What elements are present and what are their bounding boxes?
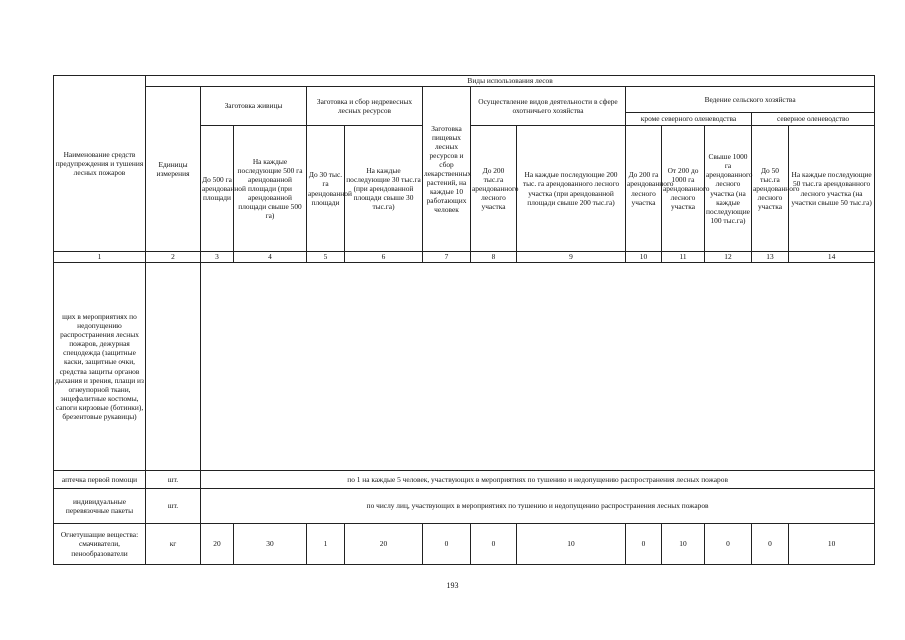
row-unit-extinguishing: кг (146, 524, 201, 565)
col-number: 13 (752, 252, 789, 263)
header-units: Единицы измерения (146, 87, 201, 252)
subheader-col5: До 30 тыс. га арендованной площади (307, 126, 345, 252)
value-cell: 10 (662, 524, 705, 565)
subheader-col3: До 500 га арендованной площади (201, 126, 234, 252)
col-number: 9 (517, 252, 626, 263)
col-number: 7 (423, 252, 471, 263)
subheader-col11: От 200 до 1000 га арендованного лесного участка (662, 126, 705, 252)
col-number: 3 (201, 252, 234, 263)
row-text-first-aid: по 1 на каждые 5 человек, участвующих в мероприятиях по тушению и недопущению распространения лесных пожаров (201, 471, 875, 489)
col-number: 6 (345, 252, 423, 263)
value-cell: 0 (705, 524, 752, 565)
value-cell: 0 (423, 524, 471, 565)
subheader-col10: До 200 га арендованного лесного участка (626, 126, 662, 252)
value-cell: 10 (517, 524, 626, 565)
col-number: 11 (662, 252, 705, 263)
header-food: Заготовка пищевых лесных ресурсов и сбор лекарственных растений, на каждые 10 работающих человек (423, 87, 471, 252)
header-hunting: Осуществление видов деятельности в сфере охотничьего хозяйства (471, 87, 626, 126)
header-nontimber: Заготовка и сбор недревесных лесных ресурсов (307, 87, 423, 126)
table-row (54, 263, 875, 471)
value-cell: 20 (345, 524, 423, 565)
header-agri: Ведение сельского хозяйства (626, 87, 875, 113)
page-number: 193 (446, 581, 459, 590)
subheader-col4: На каждые последующие 500 га арендованной площади (при арендованной площади свыше 500 га) (234, 126, 307, 252)
col-number: 1 (54, 252, 146, 263)
subheader-col6: На каждые последующие 30 тыс.га (при арендованной площади свыше 30 тыс.га) (345, 126, 423, 252)
col-number: 4 (234, 252, 307, 263)
column-numbers-row (54, 252, 875, 263)
row-unit-bandages: шт. (146, 489, 201, 524)
subheader-col13: До 50 тыс.га арендованного лесного участка (752, 126, 789, 252)
value-cell: 10 (789, 524, 875, 565)
col-number: 5 (307, 252, 345, 263)
value-cell: 30 (234, 524, 307, 565)
header-timber: Заготовка живицы (201, 87, 307, 126)
table-row (54, 471, 875, 489)
row-merged-empty (201, 263, 875, 471)
subheader-col12: Свыше 1000 га арендованного лесного участка (на каждые последующие 100 тыс.га) (705, 126, 752, 252)
value-cell: 1 (307, 524, 345, 565)
row-name-extinguishing: Огнетушащие вещества: смачиватели, пенообразователи (54, 524, 146, 565)
subheader-col8: До 200 тыс.га арендованного лесного участка (471, 126, 517, 252)
col-number: 14 (789, 252, 875, 263)
table-row (54, 489, 875, 524)
col-number: 2 (146, 252, 201, 263)
row-name-protective-clothing: щих в мероприятиях по недопущению распространения лесных пожаров, дежурная спецодежда (защитные каски, защитные очки, средства защиты органов дыхания и зрения, плащи из огнеупорной ткани, энцефалитные костюмы, сапоги кирзовые (ботинки), брезентовые рукавицы) (54, 263, 146, 471)
table-row (54, 524, 875, 565)
value-cell: 0 (626, 524, 662, 565)
value-cell: 20 (201, 524, 234, 565)
fire-equipment-table (53, 75, 875, 565)
header-types: Виды использования лесов (146, 76, 875, 87)
col-number: 10 (626, 252, 662, 263)
row-unit-first-aid: шт. (146, 471, 201, 489)
row-name-bandages: индивидуальные перевязочные пакеты (54, 489, 146, 524)
value-cell: 0 (752, 524, 789, 565)
header-north: северное оленеводство (752, 113, 875, 126)
header-except-north: кроме северного оленеводства (626, 113, 752, 126)
col-number: 8 (471, 252, 517, 263)
col-number: 12 (705, 252, 752, 263)
value-cell: 0 (471, 524, 517, 565)
row-name-first-aid: аптечка первой помощи (54, 471, 146, 489)
subheader-col9: На каждые последующие 200 тыс. га арендованного лесного участка (при арендованной площади свыше 200 тыс.га) (517, 126, 626, 252)
subheader-col14: На каждые последующие 50 тыс.га арендованного лесного участка (на участки свыше 50 тыс.га) (789, 126, 875, 252)
row-text-bandages: по числу лиц, участвующих в мероприятиях по тушению и недопущению распространения лесных пожаров (201, 489, 875, 524)
row-unit-empty (146, 263, 201, 471)
header-name: Наименование средств предупреждения и тушения лесных пожаров (54, 76, 146, 252)
